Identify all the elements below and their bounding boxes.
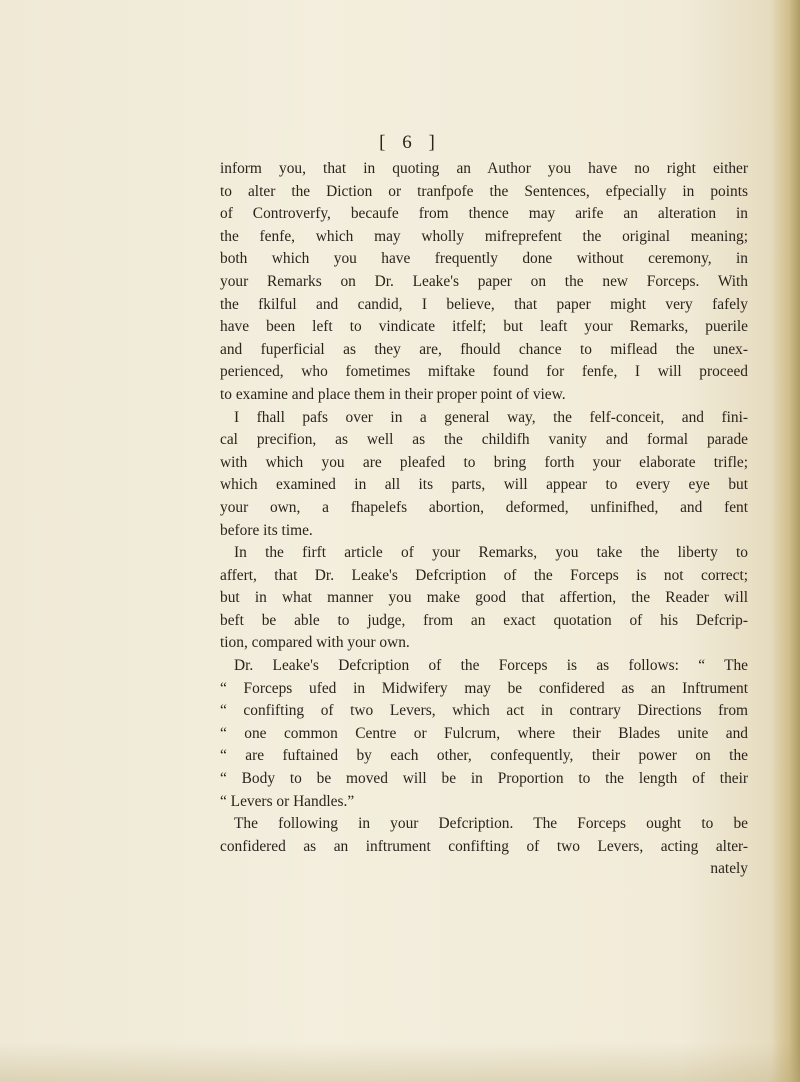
- text-line: The following in your Defcription. The Forceps ought to be: [234, 815, 748, 833]
- page-number: [ 6 ]: [379, 132, 441, 153]
- text-line: to examine and place them in their proper point of view.: [220, 385, 566, 403]
- text-line: “ Body to be moved will be in Proportion to the length of their: [220, 770, 748, 788]
- text-line: your own, a fhapelefs abortion, deformed, unfinifhed, and fent: [220, 498, 748, 516]
- text-line: “ Forceps ufed in Midwifery may be confidered as an Inftrument: [220, 679, 748, 697]
- text-line: confidered as an inftrument confifting of two Levers, acting alter-: [220, 837, 748, 855]
- text-line: “ confifting of two Levers, which act in contrary Directions from: [220, 702, 748, 720]
- text-line: tion, compared with your own.: [220, 634, 410, 652]
- text-line: cal precifion, as well as the childifh vanity and formal parade: [220, 431, 748, 449]
- text-line: to alter the Diction or tranfpofe the Sentences, efpecially in points: [220, 182, 748, 200]
- text-line: of Controverfy, becaufe from thence may arife an alteration in: [220, 205, 748, 223]
- text-line: inform you, that in quoting an Author you have no right either: [220, 160, 748, 177]
- text-line: “ one common Centre or Fulcrum, where their Blades unite and: [220, 724, 748, 742]
- text-line: nately: [710, 860, 748, 878]
- text-line: your Remarks on Dr. Leake's paper on the new Forceps. With: [220, 272, 748, 290]
- text-line: Dr. Leake's Defcription of the Forceps is as follows: “ The: [234, 657, 748, 675]
- page-edge-shadow: [772, 0, 800, 1082]
- text-line: before its time.: [220, 521, 313, 539]
- text-line: beft be able to judge, from an exact quotation of his Defcrip-: [220, 611, 748, 629]
- text-line: which examined in all its parts, will appear to every eye but: [220, 476, 748, 494]
- text-line: have been left to vindicate itfelf; but leaft your Remarks, puerile: [220, 318, 748, 336]
- text-line: “ Levers or Handles.”: [220, 792, 355, 810]
- text-line: perienced, who fometimes miftake found for fenfe, I will proceed: [220, 363, 748, 381]
- text-line: with which you are pleafed to bring forth your elaborate trifle;: [220, 453, 748, 471]
- page-bottom-stain: [0, 1042, 800, 1082]
- text-line: In the firft article of your Remarks, you take the liberty to: [234, 544, 748, 562]
- text-line: but in what manner you make good that affertion, the Reader will: [220, 589, 748, 607]
- body-text: [220, 158, 748, 881]
- text-line: and fuperficial as they are, fhould chance to miflead the unex-: [220, 340, 748, 358]
- text-line: “ are fuftained by each other, confequently, their power on the: [220, 747, 748, 765]
- text-line: affert, that Dr. Leake's Defcription of the Forceps is not correct;: [220, 566, 748, 584]
- text-line: both which you have frequently done without ceremony, in: [220, 250, 748, 268]
- text-line: I fhall pafs over in a general way, the felf-conceit, and fini-: [234, 408, 748, 426]
- text-line: the fenfe, which may wholly mifreprefent the original meaning;: [220, 227, 748, 245]
- text-line: the fkilful and candid, I believe, that paper might very fafely: [220, 295, 748, 313]
